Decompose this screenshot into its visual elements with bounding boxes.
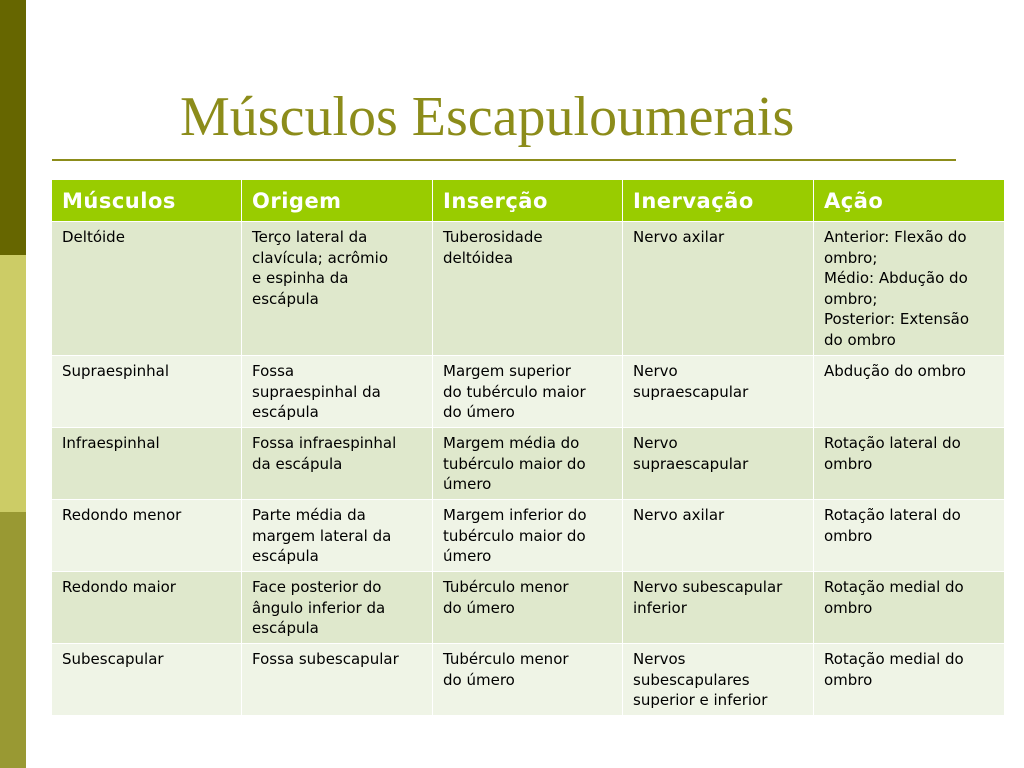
cell-acao: Rotação lateral do ombro: [814, 428, 1005, 500]
cell-inervacao: Nervo subescapular inferior: [623, 572, 814, 644]
cell-musculo: Subescapular: [52, 644, 242, 716]
muscles-table: [51, 180, 1005, 716]
table-row: [52, 356, 1005, 428]
header-musculos: Músculos: [52, 180, 242, 222]
cell-musculo: Infraespinhal: [52, 428, 242, 500]
cell-insercao: Tubérculo menor do úmero: [433, 572, 623, 644]
cell-inervacao: Nervos subescapulares superior e inferior: [623, 644, 814, 716]
cell-acao: Rotação lateral do ombro: [814, 500, 1005, 572]
header-inervacao: Inervação: [623, 180, 814, 222]
slide-title: Músculos Escapuloumerais: [180, 86, 795, 148]
side-accent-bottom: [0, 512, 26, 768]
cell-acao: Rotação medial do ombro: [814, 572, 1005, 644]
cell-insercao: Margem média do tubérculo maior do úmero: [433, 428, 623, 500]
cell-acao: Rotação medial do ombro: [814, 644, 1005, 716]
cell-acao: Anterior: Flexão do ombro; Médio: Abdução do ombro; Posterior: Extensão do ombro: [814, 222, 1005, 356]
table-row: [52, 428, 1005, 500]
cell-insercao: Margem inferior do tubérculo maior do úmero: [433, 500, 623, 572]
cell-origem: Terço lateral da clavícula; acrômio e espinha da escápula: [242, 222, 433, 356]
cell-inervacao: Nervo supraescapular: [623, 428, 814, 500]
cell-origem: Fossa infraespinhal da escápula: [242, 428, 433, 500]
table-header-row: [52, 180, 1005, 222]
header-acao: Ação: [814, 180, 1005, 222]
table-row: [52, 500, 1005, 572]
table-row: [52, 572, 1005, 644]
cell-insercao: Tubérculo menor do úmero: [433, 644, 623, 716]
cell-musculo: Deltóide: [52, 222, 242, 356]
cell-inervacao: Nervo axilar: [623, 500, 814, 572]
side-accent-middle: [0, 255, 26, 512]
cell-musculo: Redondo maior: [52, 572, 242, 644]
cell-insercao: Tuberosidade deltóidea: [433, 222, 623, 356]
table-row: [52, 644, 1005, 716]
side-accent-top: [0, 0, 26, 255]
cell-origem: Fossa subescapular: [242, 644, 433, 716]
cell-insercao: Margem superior do tubérculo maior do úmero: [433, 356, 623, 428]
cell-musculo: Supraespinhal: [52, 356, 242, 428]
cell-acao: Abdução do ombro: [814, 356, 1005, 428]
cell-origem: Parte média da margem lateral da escápula: [242, 500, 433, 572]
table-row: [52, 222, 1005, 356]
cell-inervacao: Nervo axilar: [623, 222, 814, 356]
cell-origem: Fossa supraespinhal da escápula: [242, 356, 433, 428]
cell-musculo: Redondo menor: [52, 500, 242, 572]
header-insercao: Inserção: [433, 180, 623, 222]
header-origem: Origem: [242, 180, 433, 222]
cell-origem: Face posterior do ângulo inferior da escápula: [242, 572, 433, 644]
title-divider: [52, 159, 956, 161]
cell-inervacao: Nervo supraescapular: [623, 356, 814, 428]
